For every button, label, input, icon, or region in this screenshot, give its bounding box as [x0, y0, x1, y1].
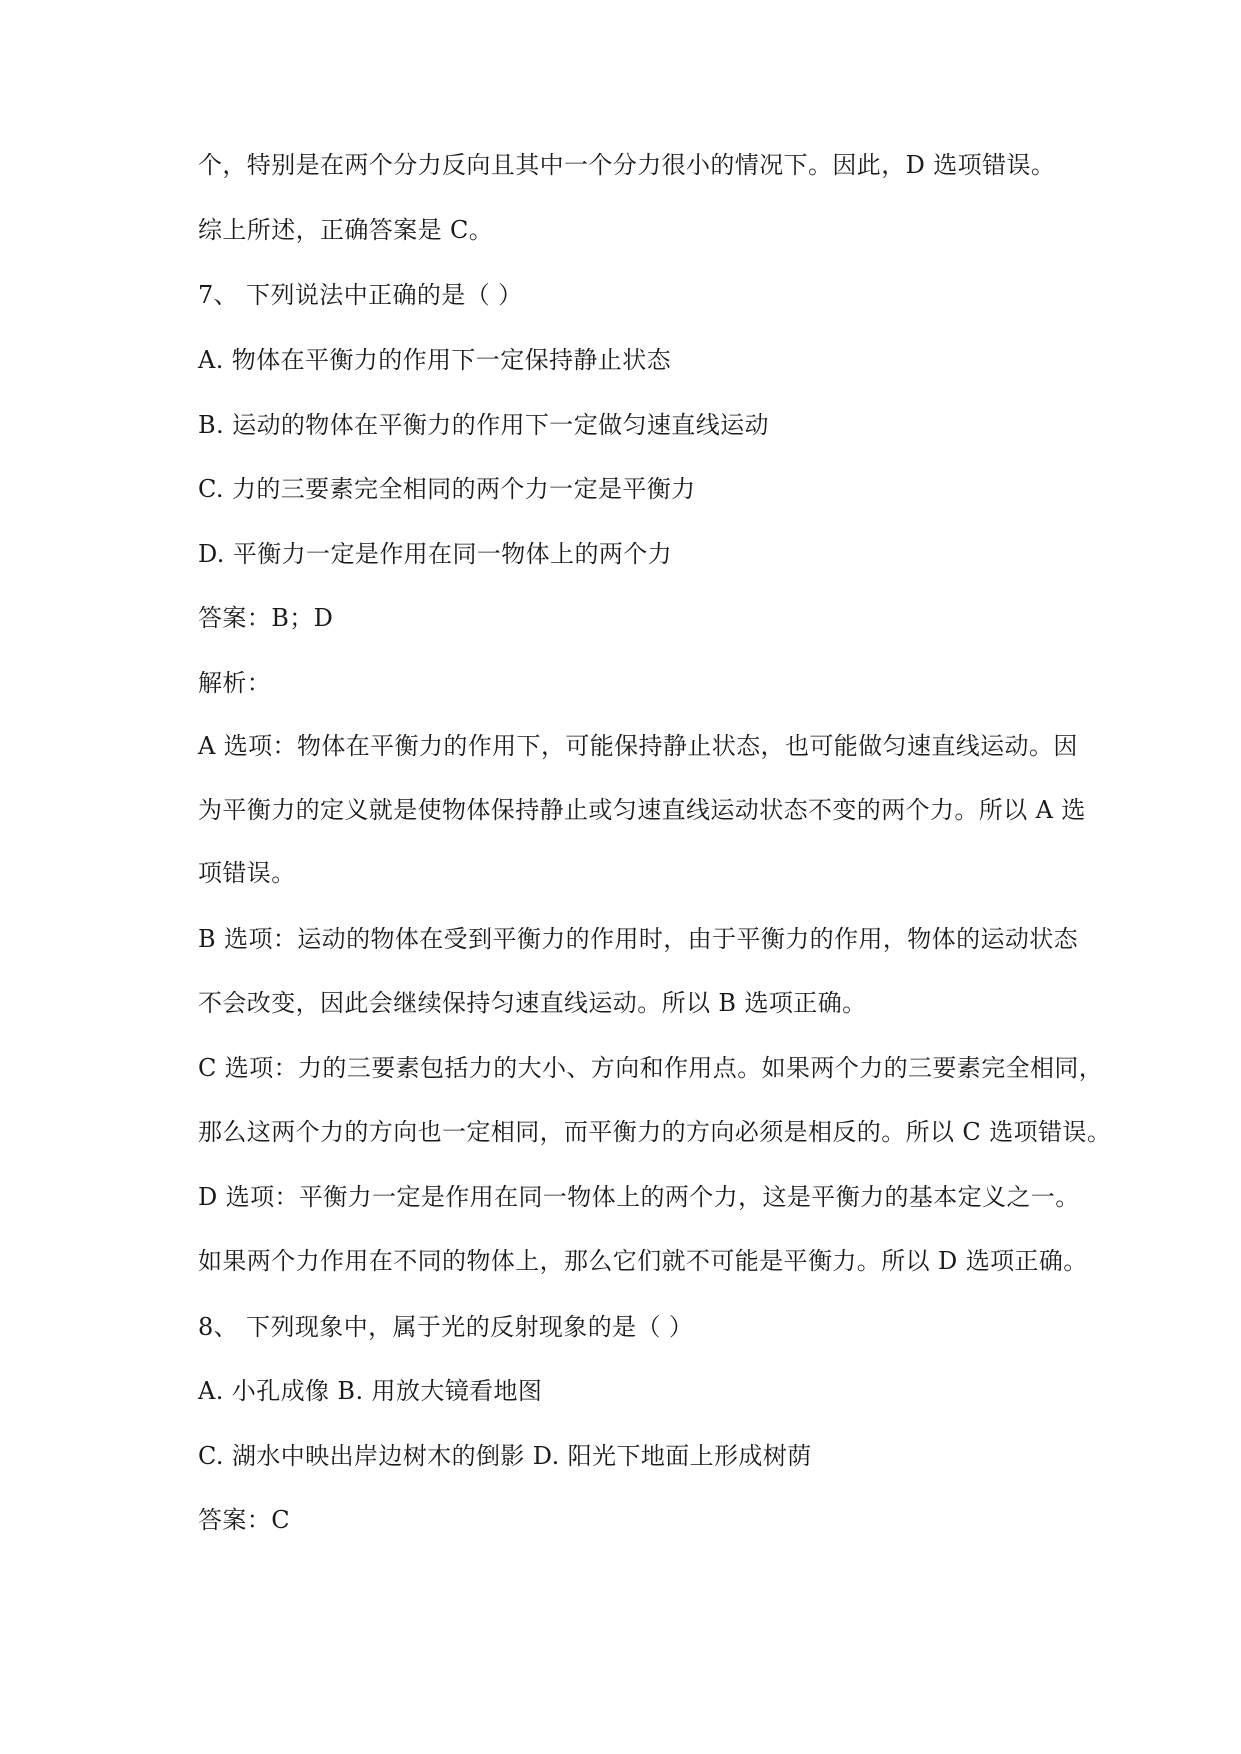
- conclusion-line: 综上所述，正确答案是 C。: [198, 216, 494, 244]
- question-7-stem: 7、 下列说法中正确的是（ ）: [198, 281, 523, 309]
- paragraph-line: 个，特别是在两个分力反向且其中一个分力很小的情况下。因此，D 选项错误。: [198, 151, 1056, 179]
- analysis-line: 那么这两个力的方向也一定相同，而平衡力的方向必须是相反的。所以 C 选项错误。: [198, 1118, 1112, 1146]
- analysis-line: 不会改变，因此会继续保持匀速直线运动。所以 B 选项正确。: [198, 989, 867, 1017]
- analysis-heading: 解析：: [198, 669, 272, 697]
- analysis-line: A 选项：物体在平衡力的作用下，可能保持静止状态，也可能做匀速直线运动。因: [198, 732, 1078, 760]
- question-7-option-b: B. 运动的物体在平衡力的作用下一定做匀速直线运动: [198, 411, 769, 439]
- analysis-line: 如果两个力作用在不同的物体上，那么它们就不可能是平衡力。所以 D 选项正确。: [198, 1247, 1088, 1275]
- analysis-line: C 选项：力的三要素包括力的大小、方向和作用点。如果两个力的三要素完全相同，: [198, 1054, 1104, 1082]
- analysis-line: 项错误。: [198, 859, 296, 887]
- analysis-line: 为平衡力的定义就是使物体保持静止或匀速直线运动状态不变的两个力。所以 A 选: [198, 796, 1086, 824]
- analysis-line: D 选项：平衡力一定是作用在同一物体上的两个力，这是平衡力的基本定义之一。: [198, 1183, 1080, 1211]
- question-8-options-ab: A. 小孔成像 B. 用放大镜看地图: [198, 1377, 543, 1405]
- question-7-option-a: A. 物体在平衡力的作用下一定保持静止状态: [198, 346, 671, 374]
- question-7-option-c: C. 力的三要素完全相同的两个力一定是平衡力: [198, 475, 696, 503]
- question-8-answer: 答案：C: [198, 1506, 290, 1534]
- question-7-option-d: D. 平衡力一定是作用在同一物体上的两个力: [198, 540, 673, 568]
- question-8-stem: 8、 下列现象中，属于光的反射现象的是（ ）: [198, 1313, 694, 1341]
- question-7-answer: 答案：B；D: [198, 604, 334, 632]
- analysis-line: B 选项：运动的物体在受到平衡力的作用时，由于平衡力的作用，物体的运动状态: [198, 925, 1079, 953]
- question-8-options-cd: C. 湖水中映出岸边树木的倒影 D. 阳光下地面上形成树荫: [198, 1442, 812, 1470]
